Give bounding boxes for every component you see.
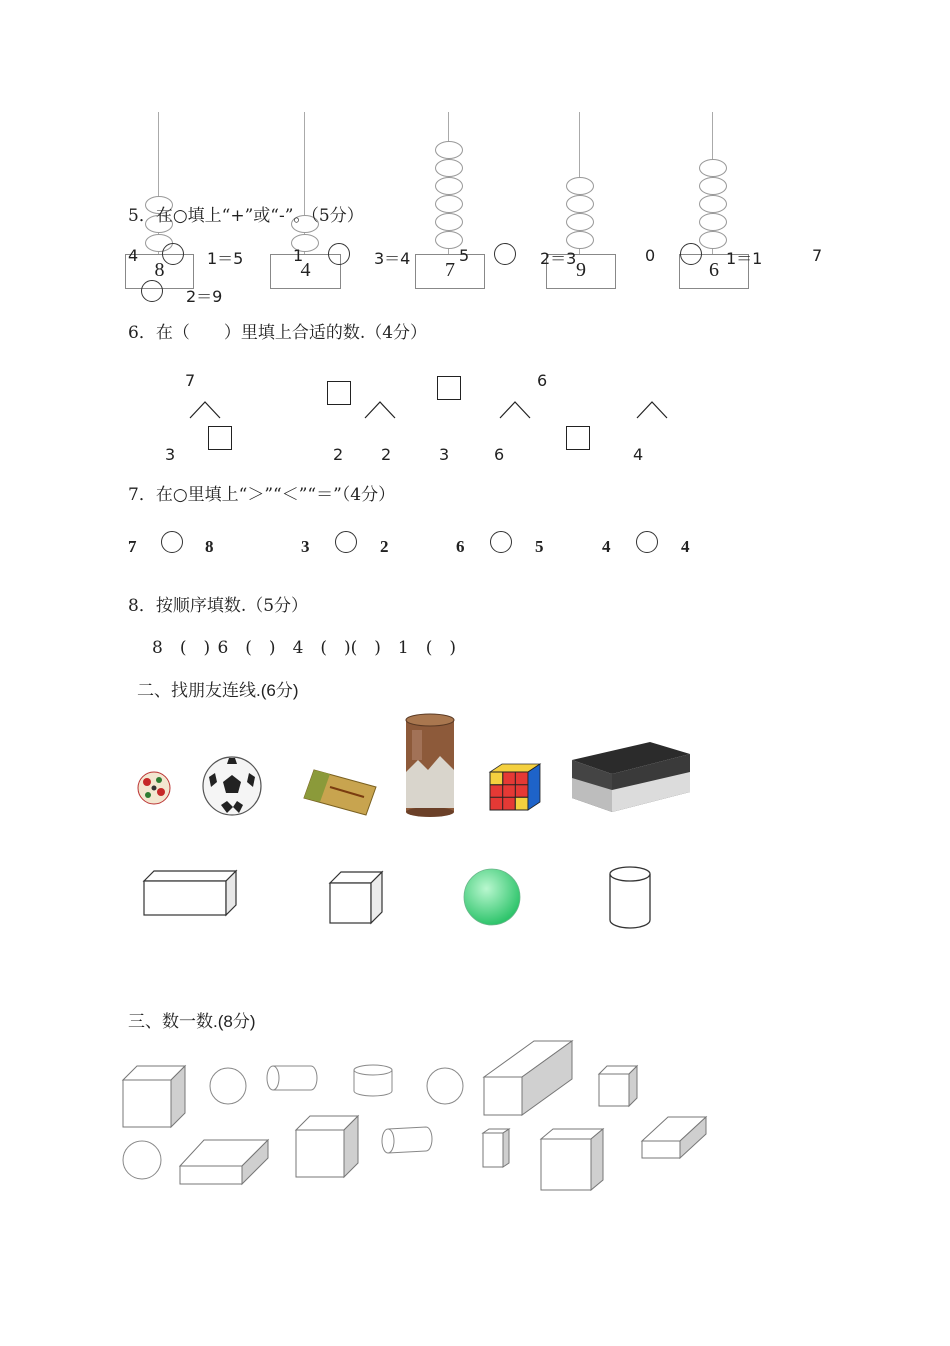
bond-left-number: 3 (165, 445, 176, 464)
sphere-shape-icon[interactable] (425, 1066, 465, 1106)
q5-operand: 7 (812, 246, 823, 265)
q5-operand: 2＝3 (540, 249, 577, 268)
cylinder-lying-icon[interactable] (380, 1124, 434, 1158)
abacus-value-box: 7 (415, 254, 485, 289)
bond-top-number: 6 (537, 371, 548, 390)
abacus-bead (435, 177, 463, 195)
cube-shape-icon[interactable] (121, 1064, 187, 1130)
bond-branch-icon (364, 400, 398, 420)
compare-number: 2 (380, 537, 389, 556)
answer-box[interactable] (437, 376, 461, 400)
matchbox-icon[interactable] (300, 767, 380, 817)
answer-circle[interactable] (490, 531, 512, 553)
answer-circle[interactable] (141, 280, 163, 302)
answer-circle[interactable] (494, 243, 516, 265)
answer-circle[interactable] (162, 243, 184, 265)
patterned-ball-icon[interactable] (136, 770, 172, 806)
answer-circle[interactable] (680, 243, 702, 265)
abacus-bead (699, 159, 727, 177)
cube-shape-icon[interactable] (327, 870, 387, 926)
abacus-bead (435, 213, 463, 231)
cuboid-shape-icon[interactable] (178, 1138, 270, 1186)
compare-number: 6 (456, 537, 465, 556)
abacus-bead (435, 195, 463, 213)
question-5-title: 5．在○填上“+”或“-”。（5分） (128, 206, 364, 226)
compare-number: 4 (681, 537, 690, 556)
question-8-title: 8．按顺序填数.（5分） (128, 596, 309, 616)
cuboid-shape-icon[interactable] (640, 1115, 708, 1161)
compare-number: 8 (205, 537, 214, 556)
green-sphere-icon[interactable] (462, 867, 524, 927)
abacus-bead (699, 213, 727, 231)
bond-branch-icon (189, 400, 223, 420)
bond-branch-icon (499, 400, 533, 420)
q5-operand: 4 (128, 246, 139, 265)
cylinder-lying-icon[interactable] (265, 1062, 319, 1094)
sphere-shape-icon[interactable] (121, 1138, 163, 1182)
abacus-bead (435, 141, 463, 159)
bond-branch-icon (636, 400, 670, 420)
answer-box[interactable] (327, 381, 351, 405)
cylinder-shape-icon[interactable] (606, 864, 654, 932)
cuboid-shape-icon[interactable] (140, 869, 240, 919)
answer-box[interactable] (208, 426, 232, 450)
abacus-value-box: 8 (125, 254, 194, 289)
abacus-bead (566, 177, 594, 195)
rubiks-cube-icon[interactable] (486, 762, 544, 812)
bond-right-number: 2 (381, 445, 392, 464)
tin-can-icon[interactable] (404, 712, 456, 816)
q5-operand: 0 (645, 246, 656, 265)
answer-box[interactable] (566, 426, 590, 450)
abacus-bead (566, 213, 594, 231)
answer-circle[interactable] (335, 531, 357, 553)
q5-operand: 1＝1 (726, 249, 763, 268)
abacus-bead (435, 159, 463, 177)
q5-operand: 2＝9 (186, 287, 223, 306)
abacus-value-box: 6 (679, 254, 749, 289)
q5-operand: 5 (459, 246, 470, 265)
question-7-title: 7．在○里填上“＞”“＜”“＝”（4分） (128, 485, 396, 505)
abacus-bead (699, 177, 727, 195)
bond-right-number: 4 (633, 445, 644, 464)
cuboid-shape-icon[interactable] (482, 1039, 574, 1117)
q5-operand: 3＝4 (374, 249, 411, 268)
abacus-value-box: 9 (546, 254, 616, 289)
section-2-title: 二、找朋友连线.(6分) (137, 681, 299, 700)
bond-right-number: 6 (494, 445, 505, 464)
answer-circle[interactable] (636, 531, 658, 553)
bond-left-number: 2 (333, 445, 344, 464)
q5-operand: 1＝5 (207, 249, 244, 268)
q5-operand: 1 (293, 246, 304, 265)
abacus-value-box: 4 (270, 254, 341, 289)
answer-circle[interactable] (161, 531, 183, 553)
compare-number: 7 (128, 537, 137, 556)
abacus-bead (699, 231, 727, 249)
bond-top-number: 7 (185, 371, 196, 390)
cube-shape-icon[interactable] (294, 1114, 360, 1180)
answer-circle[interactable] (328, 243, 350, 265)
abacus-bead (566, 195, 594, 213)
cube-shape-icon[interactable] (597, 1064, 639, 1108)
compare-number: 3 (301, 537, 310, 556)
cube-shape-icon[interactable] (539, 1127, 607, 1193)
cuboid-shape-icon[interactable] (481, 1127, 511, 1171)
soccer-ball-icon[interactable] (201, 755, 263, 817)
bond-left-number: 3 (439, 445, 450, 464)
compare-number: 4 (602, 537, 611, 556)
sequence-fill[interactable]: 8 ( ) 6 ( ) 4 ( )( ) 1 ( ) (152, 638, 456, 658)
section-3-title: 三、数一数.(8分) (128, 1012, 256, 1031)
question-6-title: 6．在（ ）里填上合适的数.（4分） (128, 323, 428, 343)
abacus-bead (699, 195, 727, 213)
cylinder-shape-icon[interactable] (352, 1063, 394, 1099)
compare-number: 5 (535, 537, 544, 556)
shoebox-icon[interactable] (570, 740, 692, 814)
sphere-shape-icon[interactable] (208, 1066, 248, 1106)
